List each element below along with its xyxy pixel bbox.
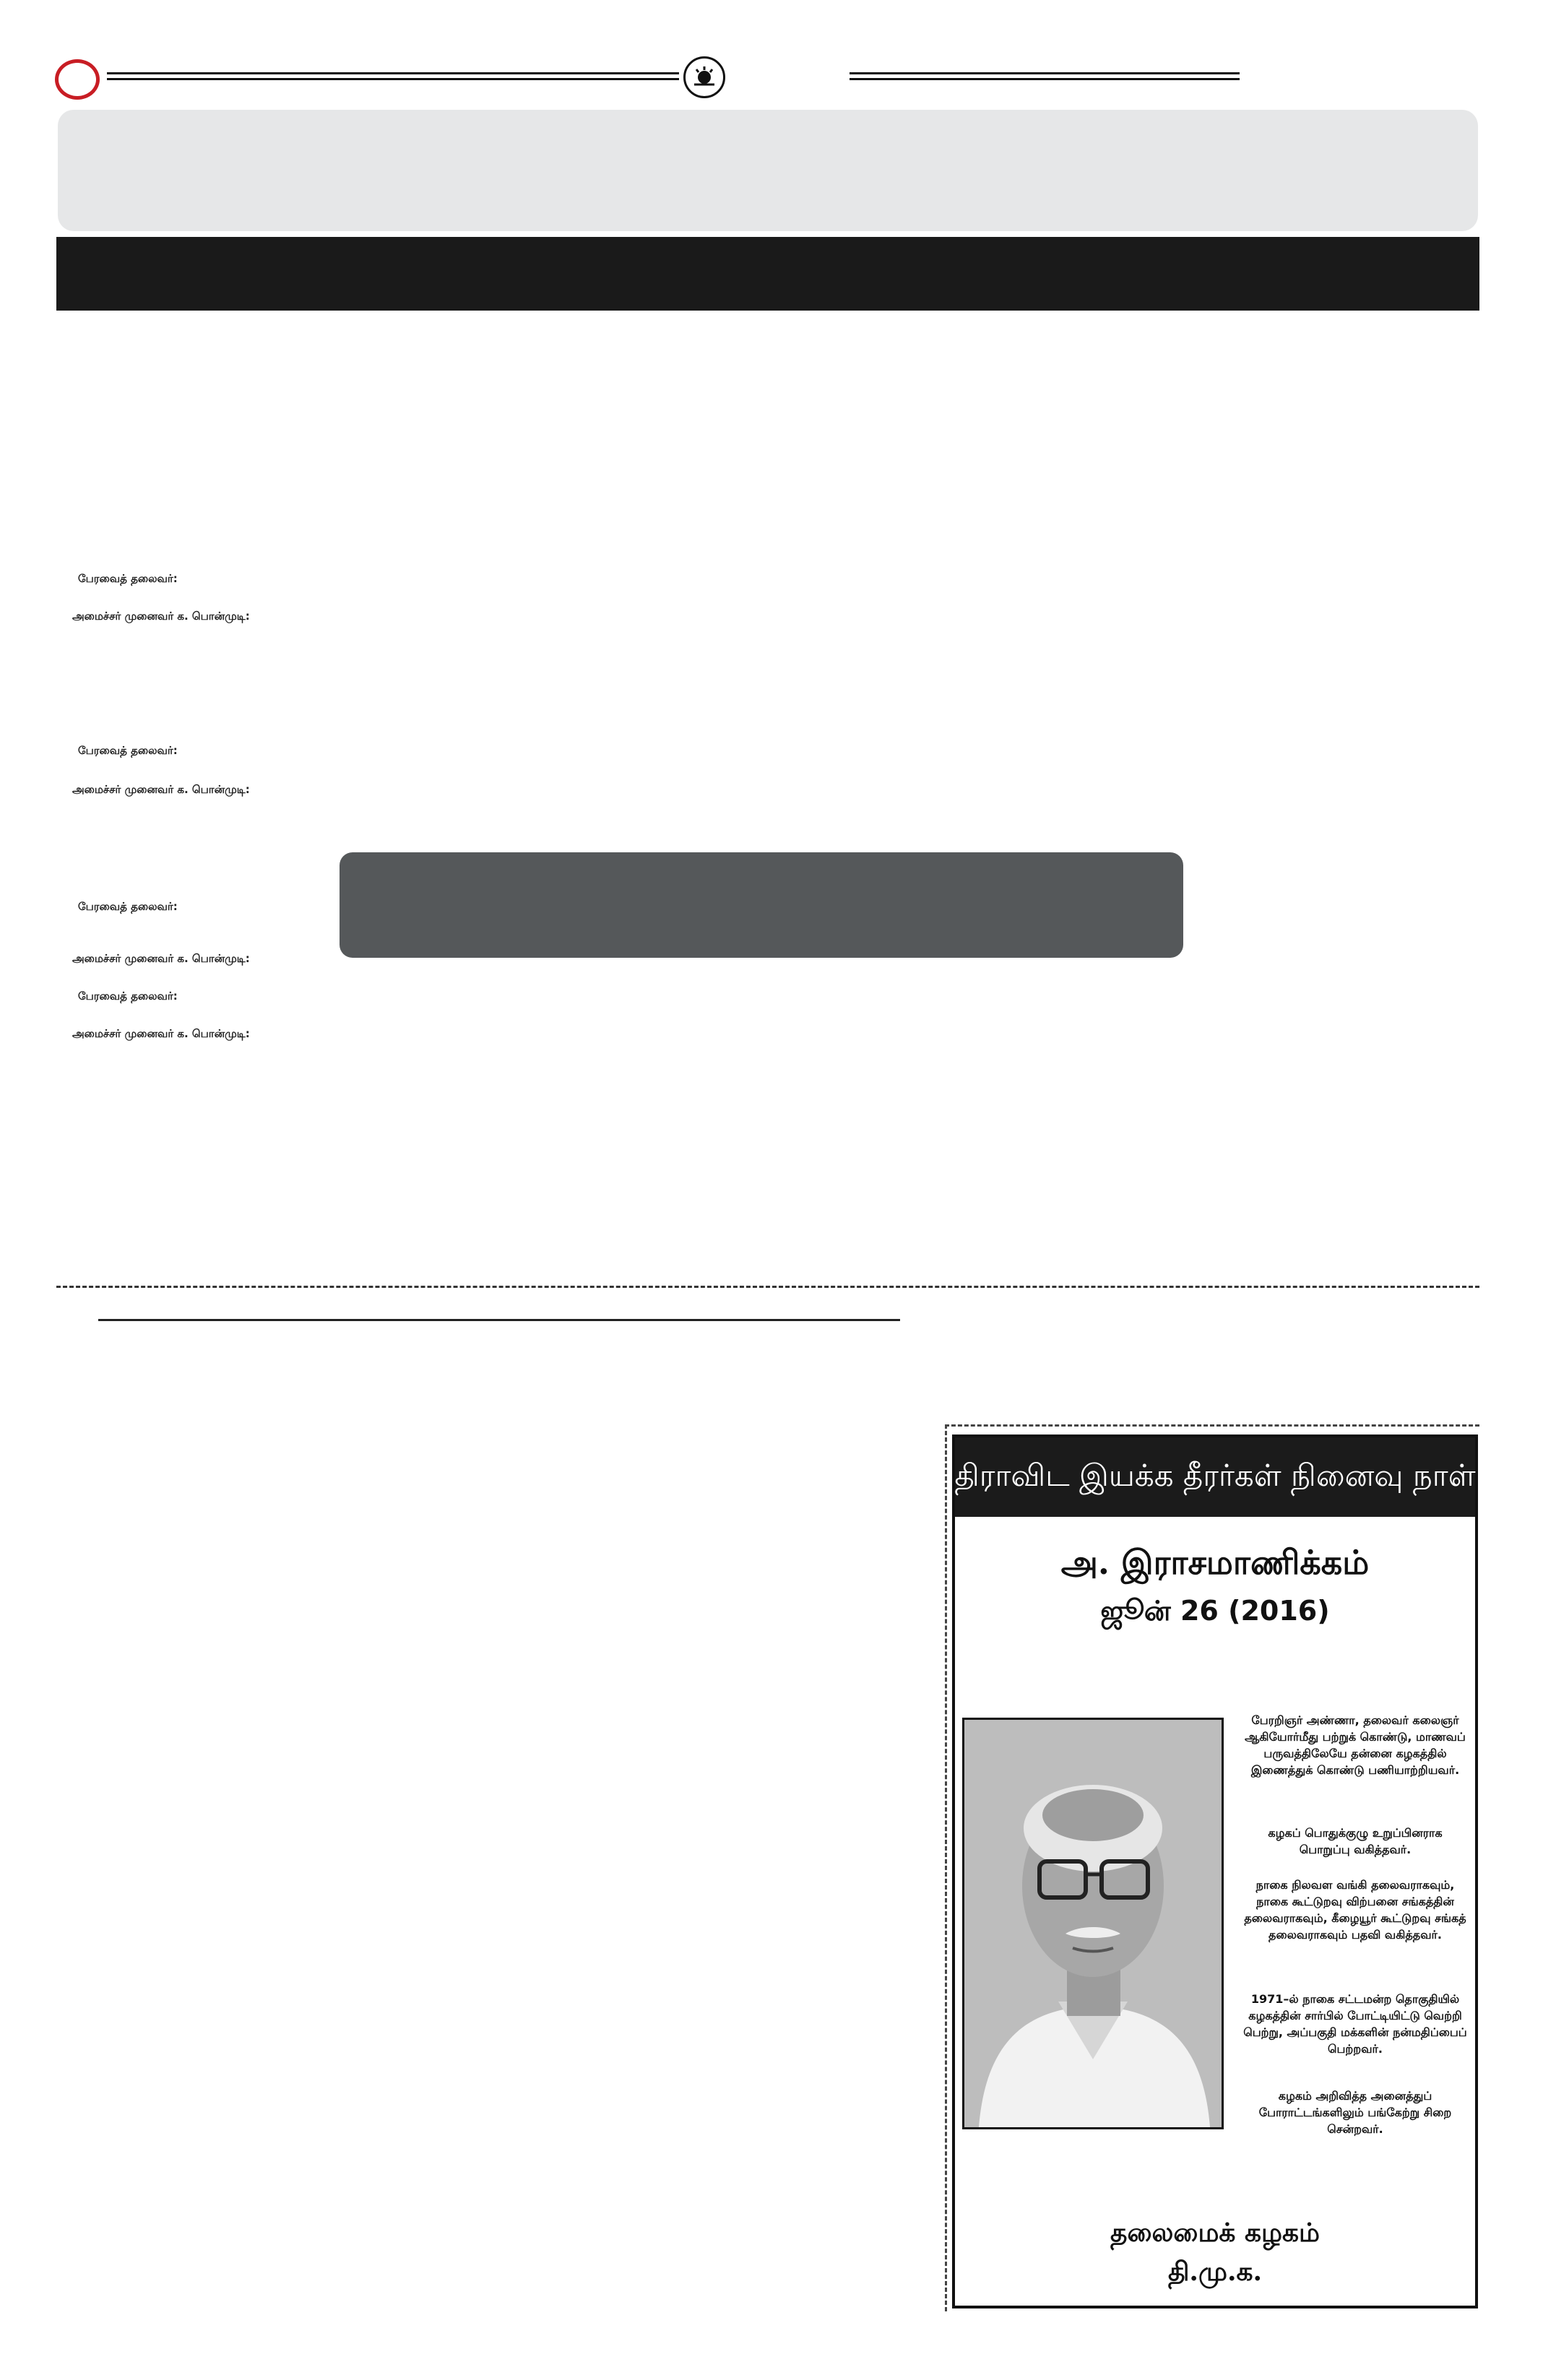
- section-band: [56, 237, 1479, 311]
- emblem-icon-svg: [690, 63, 719, 92]
- ad-footer-party: தி.மு.க.: [1167, 2256, 1263, 2287]
- headline-banner: [58, 110, 1478, 231]
- speaker-label: பேரவைத் தலைவர்:: [78, 744, 178, 757]
- speaker-label: அமைச்சர் முனைவர் க. பொன்முடி:: [72, 610, 250, 623]
- masthead-rule-left: [107, 72, 679, 80]
- speaker-label: அமைச்சர் முனைவர் க. பொன்முடி:: [72, 783, 250, 796]
- speaker-label: அமைச்சர் முனைவர் க. பொன்முடி:: [72, 952, 250, 965]
- bio-paragraph: பேரறிஞர் அண்ணா, தலைவர் கலைஞர் ஆகியோர்மீது பற்றுக் கொண்டு, மாணவப் பருவத்திலேயே தன்னை கழகத்தில் இணைத்துக் கொண்டு பணியாற்றியவர்.: [1245, 1713, 1466, 1777]
- memorial-name: அ. இராசமாணிக்கம்: [1060, 1543, 1370, 1582]
- speaker-label: பேரவைத் தலைவர்:: [78, 900, 178, 913]
- masthead-rule-right: [850, 72, 1240, 80]
- section-divider: [56, 1286, 1479, 1288]
- speaker-label: பேரவைத் தலைவர்:: [78, 572, 178, 585]
- speaker-label: அமைச்சர் முனைவர் க. பொன்முடி:: [72, 1027, 250, 1040]
- bio-paragraph: கழகப் பொதுக்குழு உறுப்பினராக பொறுப்பு வகித்தவர்.: [1268, 1826, 1443, 1856]
- headline-rule: [98, 1319, 900, 1321]
- bio-paragraph: கழகம் அறிவித்த அனைத்துப் போராட்டங்களிலும் பங்கேற்று சிறை சென்றவர்.: [1258, 2089, 1452, 2136]
- memorial-advertisement: [952, 1435, 1478, 2308]
- rising-sun-emblem-icon: [683, 56, 725, 98]
- bio-paragraph: நாகை நிலவள வங்கி தலைவராகவும், நாகை கூட்டுறவு விற்பனை சங்கத்தின் தலைவராகவும், கீழையூர் கூட்டுறவு சங்கத் தலைவராகவும் பதவி வகித்தவர்.: [1244, 1878, 1466, 1942]
- speaker-label: பேரவைத் தலைவர்:: [78, 990, 178, 1003]
- portrait-illustration: [964, 1720, 1222, 2127]
- portrait-photo: [962, 1718, 1224, 2129]
- page-number-circle: [55, 59, 100, 100]
- bio-paragraph: 1971–ல் நாகை சட்டமன்ற தொகுதியில் கழகத்தின் சார்பில் போட்டியிட்டு வெற்றி பெற்று, அப்பகுதி மக்களின் நன்மதிப்பைப் பெற்றவர்.: [1243, 1992, 1467, 2056]
- ad-footer-org: தலைமைக் கழகம்: [1110, 2217, 1320, 2248]
- ad-header: திராவிட இயக்க தீரர்கள் நினைவு நாள்: [955, 1437, 1475, 1517]
- memorial-date: ஜூன் 26 (2016): [1100, 1595, 1330, 1627]
- quote-box: [340, 852, 1183, 958]
